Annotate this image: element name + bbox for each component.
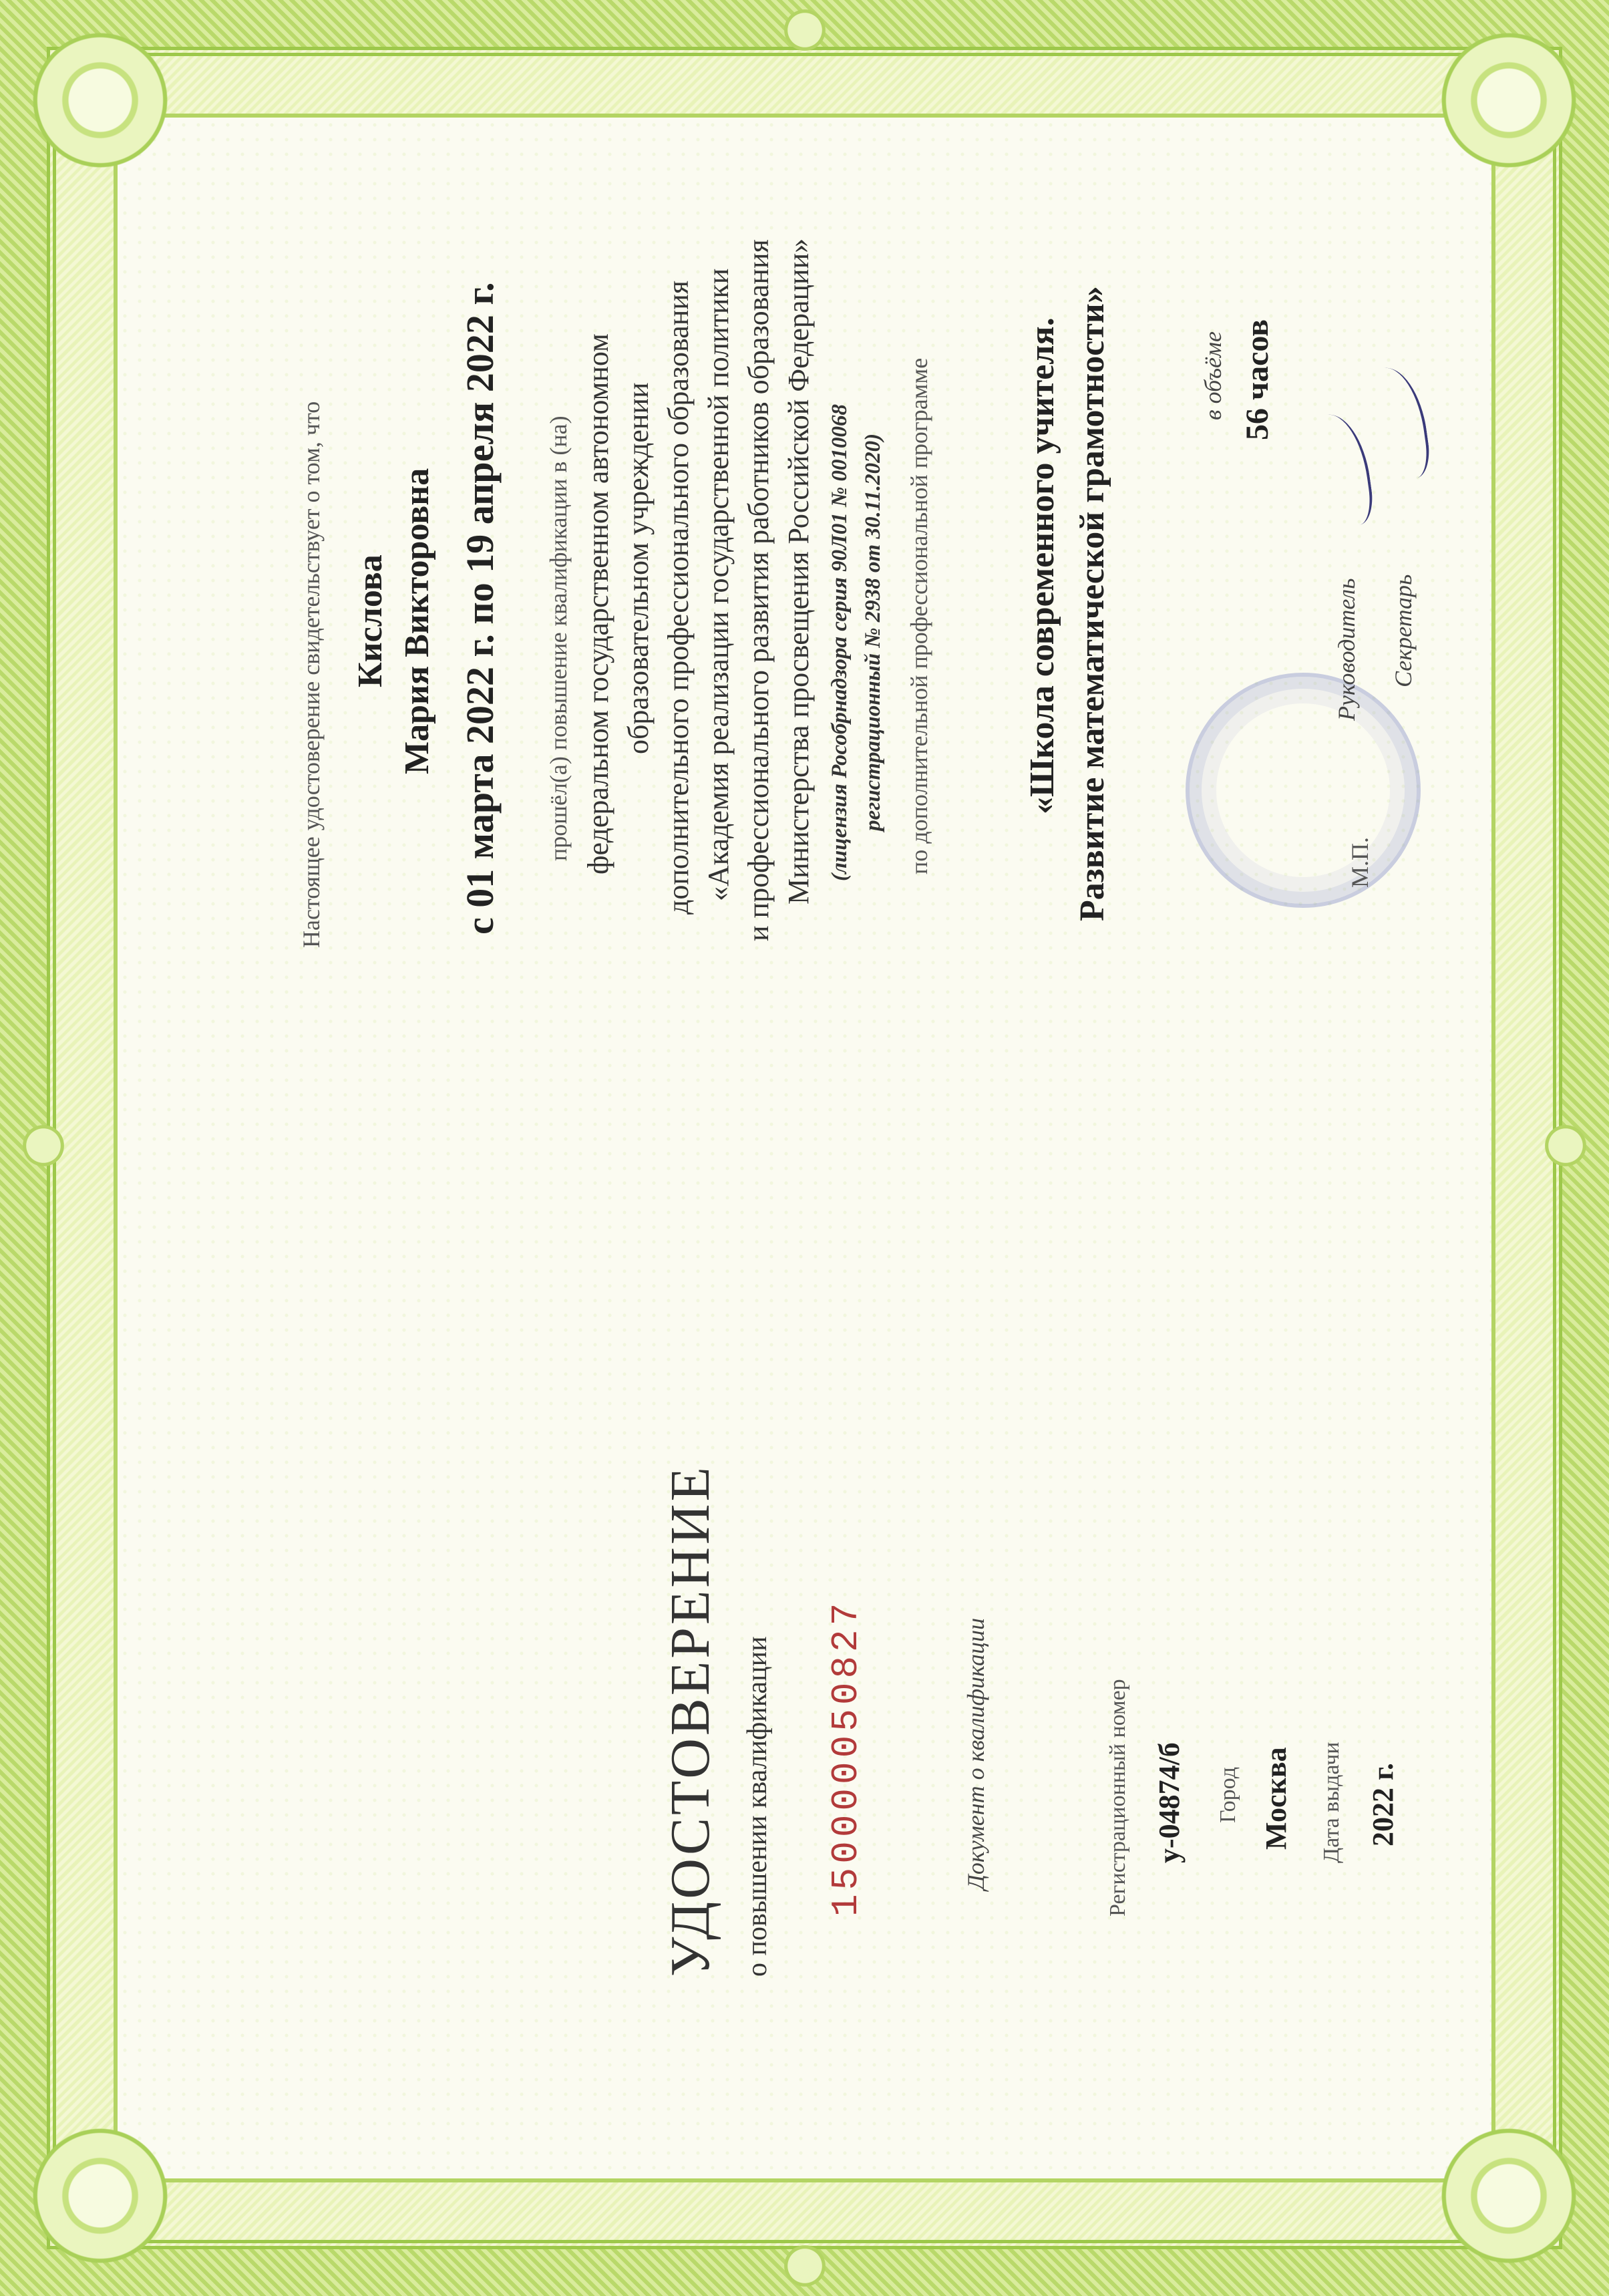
side-ornament-icon <box>775 2236 835 2296</box>
side-ornament-icon <box>1536 1116 1596 1176</box>
organization-line: федеральном государственном автономном <box>581 333 614 874</box>
license-line: регистрационный № 2938 от 30.11.2020) <box>860 433 885 831</box>
passed-training-text: прошёл(а) повышение квалификации в (на) <box>544 415 572 861</box>
city-value: Москва <box>1259 1746 1292 1850</box>
certificate-subtitle: о повышении квалификации <box>741 1635 773 1977</box>
serial-number: 150000050827 <box>824 1599 868 1917</box>
official-stamp <box>1186 673 1421 908</box>
program-intro: по дополнительной профессиональной программе <box>905 357 932 874</box>
issue-date: 2022 г. <box>1366 1762 1399 1846</box>
holder-given-names: Мария Викторовна <box>397 468 436 774</box>
organization-line: и профессионального развития работников образования <box>741 238 775 941</box>
issue-date-label: Дата выдачи <box>1318 1742 1344 1863</box>
city-label: Город <box>1215 1766 1240 1823</box>
head-label: Руководитель <box>1332 578 1360 721</box>
program-title-line: Развитие математической грамотности» <box>1073 285 1111 921</box>
side-ornament-icon <box>13 1116 73 1176</box>
intro-statement: Настоящее удостоверение свидетельствует о том, что <box>297 401 325 948</box>
organization-line: дополнительного профессионального образования <box>661 280 695 915</box>
organization-line: образовательном учреждении <box>621 381 655 754</box>
holder-surname: Кислова <box>351 554 389 687</box>
certificate-content <box>104 113 1506 2184</box>
certificate-left-panel <box>104 1349 1506 2017</box>
head-signature <box>1304 409 1376 530</box>
document-type: Документ о квалификации <box>962 1617 989 1890</box>
organization-line: Министерства просвещения Российской Федерации» <box>781 238 815 905</box>
stamp-label: М.П. <box>1346 836 1373 888</box>
registration-number: у-04874/б <box>1152 1742 1186 1863</box>
license-line: (лицензия Рособрнадзора серия 90Л01 № 0010068 <box>827 403 852 881</box>
training-dates: с 01 марта 2022 г. по 19 апреля 2022 г. <box>458 281 502 935</box>
secretary-signature <box>1361 363 1433 483</box>
certificate-right-panel <box>104 106 1506 995</box>
certificate-title: УДОСТОВЕРЕНИЕ <box>659 1464 721 1977</box>
organization-line: «Академия реализации государственной политики <box>701 268 735 901</box>
registration-label: Регистрационный номер <box>1105 1678 1130 1917</box>
program-title-line: «Школа современного учителя. <box>1023 317 1061 814</box>
side-ornament-icon <box>775 0 835 60</box>
secretary-label: Секретарь <box>1389 574 1417 687</box>
program-hours: 56 часов <box>1239 319 1275 440</box>
volume-label: в объёме <box>1199 331 1226 420</box>
